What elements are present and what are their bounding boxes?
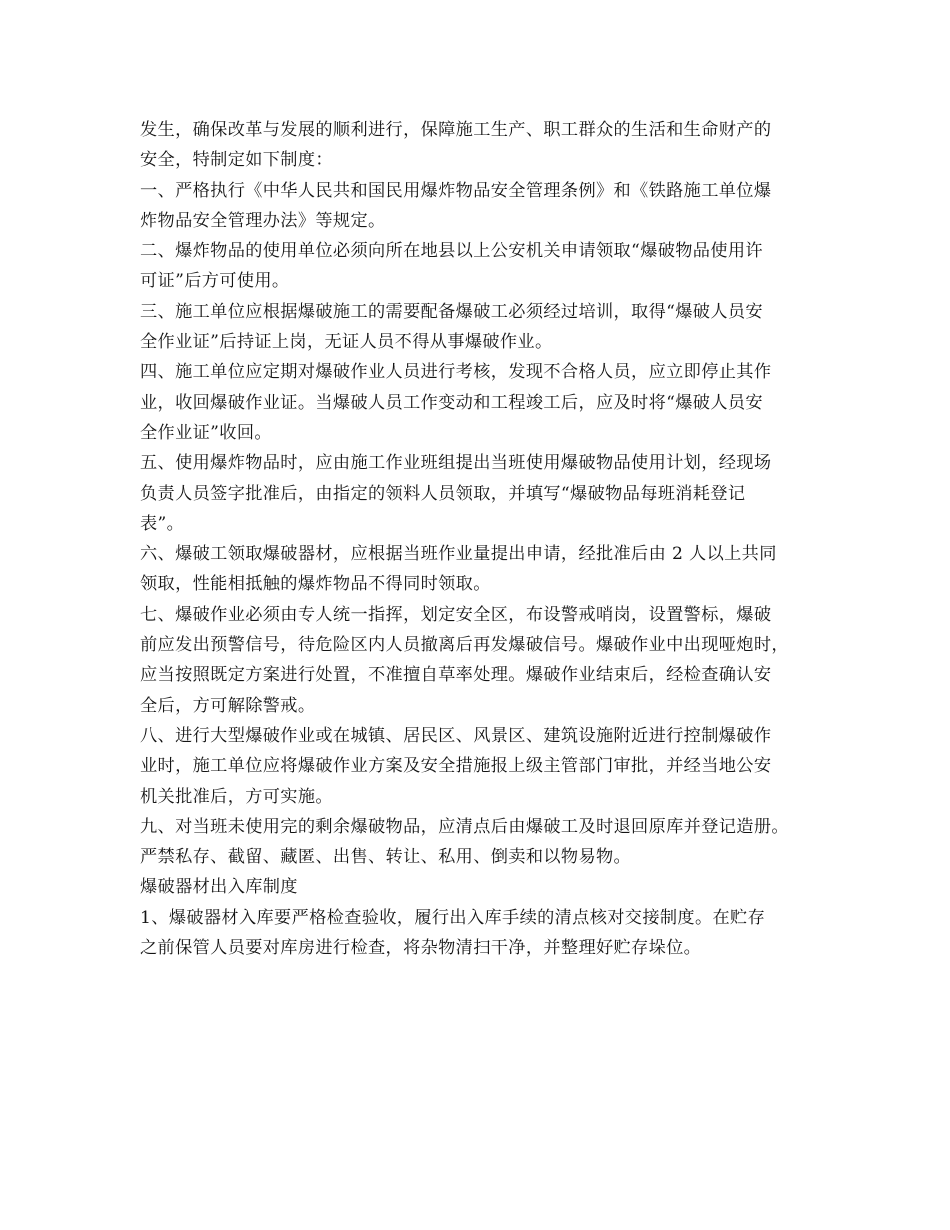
text-line: 全作业证”后持证上岗，无证人员不得从事爆破作业。 [140, 332, 553, 353]
text-line: 发生，确保改革与发展的顺利进行，保障施工生产、职工群众的生活和生命财产的 [140, 120, 772, 140]
text-line: 七、爆破作业必须由专人统一指挥，划定安全区，布设警戒哨岗，设置警标，爆破 [140, 604, 772, 625]
text-line: 前应发出预警信号，待危险区内人员撤离后再发爆破信号。爆破作业中出现哑炮时， [140, 635, 789, 656]
text-line: 业时，施工单位应将爆破作业方案及安全措施报上级主管部门审批，并经当地公安 [140, 756, 772, 777]
text-line: 一、严格执行《中华人民共和国民用爆炸物品安全管理条例》和《铁路施工单位爆 [140, 180, 772, 201]
text-line: 炸物品安全管理办法》等规定。 [140, 210, 386, 231]
text-line: 1、爆破器材入库要严格检查验收，履行出入库手续的清点核对交接制度。在贮存 [140, 907, 766, 928]
text-line: 六、爆破工领取爆破器材，应根据当班作业量提出申请，经批准后由 2 人以上共同 [140, 544, 777, 565]
text-line: 之前保管人员要对库房进行检查，将杂物清扫干净，并整理好贮存垛位。 [140, 938, 702, 959]
text-line: 可证”后方可使用。 [140, 271, 290, 292]
document-body [140, 115, 830, 963]
text-line: 严禁私存、截留、藏匿、出售、转让、私用、倒卖和以物易物。 [140, 847, 632, 868]
text-line: 五、使用爆炸物品时，应由施工作业班组提出当班使用爆破物品使用计划，经现场 [140, 453, 772, 474]
text-line: 业，收回爆破作业证。当爆破人员工作变动和工程竣工后，应及时将“爆破人员安 [140, 392, 763, 413]
text-line: 九、对当班未使用完的剩余爆破物品，应清点后由爆破工及时退回原库并登记造册。 [140, 816, 789, 837]
text-line: 全后，方可解除警戒。 [140, 695, 316, 716]
text-line: 机关批准后，方可实施。 [140, 786, 333, 807]
text-line: 四、施工单位应定期对爆破作业人员进行考核，发现不合格人员，应立即停止其作 [140, 362, 772, 383]
text-line: 表”。 [140, 513, 185, 534]
text-line: 应当按照既定方案进行处置，不准擅自草率处理。爆破作业结束后，经检查确认安 [140, 665, 772, 686]
section-heading: 爆破器材出入库制度 [140, 877, 298, 898]
text-line: 全作业证”收回。 [140, 422, 272, 443]
text-line: 二、爆炸物品的使用单位必须向所在地县以上公安机关申请领取“爆破物品使用许 [140, 241, 763, 262]
text-line: 负责人员签字批准后，由指定的领料人员领取，并填写“爆破物品每班消耗登记 [140, 483, 746, 504]
text-line: 三、施工单位应根据爆破施工的需要配备爆破工必须经过培训，取得“爆破人员安 [140, 301, 763, 322]
text-line: 八、进行大型爆破作业或在城镇、居民区、风景区、建筑设施附近进行控制爆破作 [140, 725, 772, 746]
text-line: 安全，特制定如下制度： [140, 150, 333, 171]
text-line: 领取，性能相抵触的爆炸物品不得同时领取。 [140, 574, 491, 595]
